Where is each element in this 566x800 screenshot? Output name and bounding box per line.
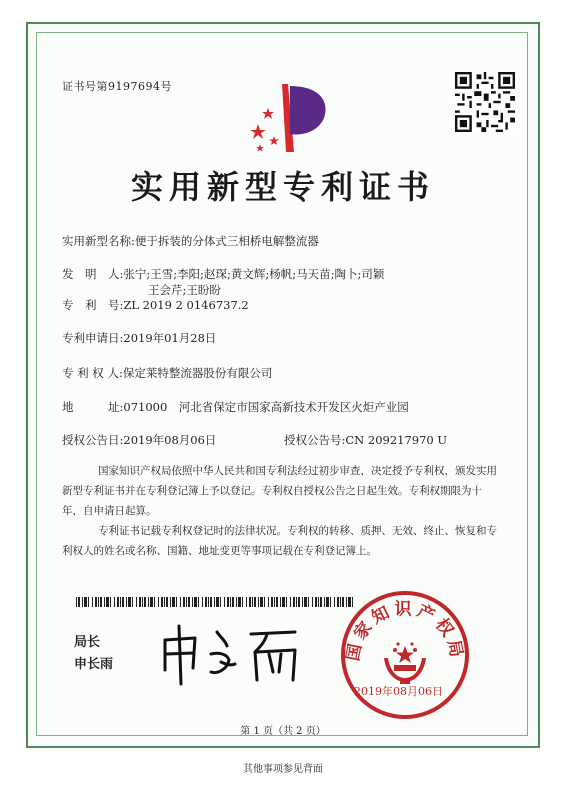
legal-status-text: 专利证书记载专利权登记时的法律状况。专利权的转移、质押、无效、终止、恢复和专利权人的姓名或名称、国籍、地址变更等事项记载在专利登记簿上。 (62, 525, 497, 557)
seal-date: 2019年08月06日 (354, 685, 443, 698)
svg-text:国家知识产权局: 国家知识产权局 (343, 599, 467, 663)
grant-date-label: 授权公告日: (62, 433, 124, 447)
patent-number-label: 专 利 号: (62, 298, 124, 312)
filing-date-row (62, 329, 216, 347)
grant-date-row (62, 431, 216, 449)
page-title: 实用新型专利证书 (130, 168, 435, 206)
patentee-label: 专 利 权 人: (62, 366, 123, 380)
inventor-value-line2: 王会芹;王盼盼 (148, 283, 221, 297)
utility-model-name-label: 实用新型名称: (62, 234, 135, 248)
grant-date-value: 2019年08月06日 (123, 433, 217, 447)
address-label: 地 址: (62, 400, 124, 414)
inventor-value-line1: 张宁;王雪;李阳;赵琛;黄文辉;杨帆;马天苗;陶卜;司颖 (123, 267, 385, 281)
filing-date-label: 专利申请日: (62, 331, 124, 345)
grant-number-value: CN 209217970 U (345, 433, 448, 447)
utility-model-name-value: 便于拆装的分体式三相桥电解整流器 (134, 234, 319, 248)
signatory-name: 申长雨 (74, 657, 114, 672)
inventor-label: 发 明 人: (62, 267, 124, 281)
patentee-row (62, 364, 272, 382)
official-seal-icon (338, 588, 472, 722)
certificate-number: 证书号第9197694号 (62, 80, 172, 93)
patentee-value: 保定莱特整流器股份有限公司 (122, 366, 273, 380)
address-row (62, 398, 409, 416)
grant-statement-text: 国家知识产权局依照中华人民共和国专利法经过初步审查，决定授予专利权，颁发实用新型专利证书并在专利登记簿上予以登记。专利权自授权公告之日起生效。专利权期限为十年，自申请日起算。 (62, 465, 497, 517)
signatory-title: 局长 (74, 635, 101, 650)
handwritten-signature-icon (155, 618, 305, 688)
qr-code-icon (455, 72, 515, 132)
grant-statement-paragraph (62, 461, 502, 521)
signatory-block (74, 632, 113, 676)
page-number: 第 1 页（共 2 页） (240, 726, 326, 737)
footer-note: 其他事项参见背面 (243, 764, 323, 775)
barcode-icon (76, 597, 356, 607)
inventor-row (62, 265, 384, 283)
cnipa-logo-icon (238, 78, 338, 156)
patent-number-value: ZL 2019 2 0146737.2 (123, 298, 249, 312)
address-value: 071000 河北省保定市国家高新技术开发区火炬产业园 (123, 400, 409, 414)
filing-date-value: 2019年01月28日 (123, 331, 217, 345)
grant-number-label: 授权公告号: (284, 433, 346, 447)
grant-number-row (284, 431, 447, 449)
legal-status-paragraph (62, 521, 502, 561)
utility-model-name-row (62, 232, 319, 250)
patent-number-row (62, 296, 249, 314)
